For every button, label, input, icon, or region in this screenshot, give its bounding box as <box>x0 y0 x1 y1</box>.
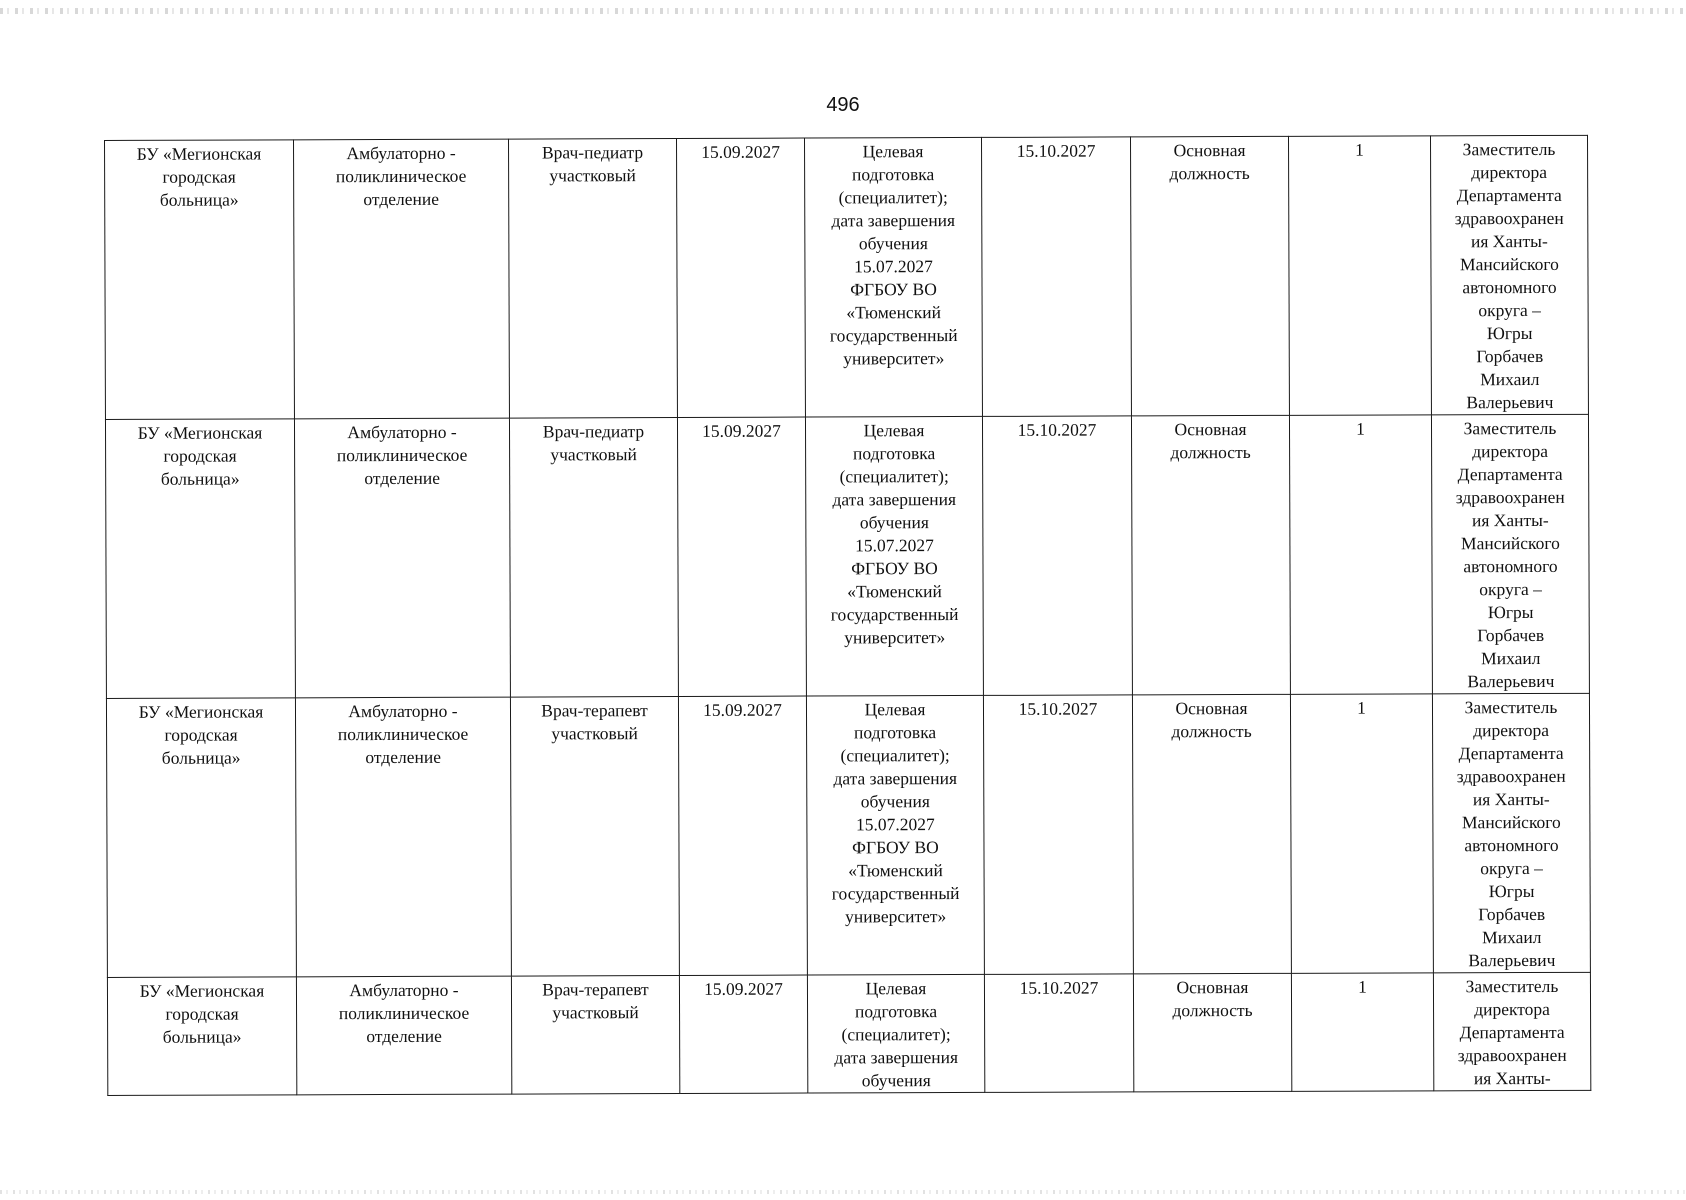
start-date-cell: 15.09.2027 <box>678 696 807 975</box>
end-date-cell: 15.10.2027 <box>984 974 1133 1093</box>
count-cell: 1 <box>1289 415 1432 694</box>
responsible-cell: Заместитель директора Департамента здравоохранен ия Ханты- Мансийского автономного округа – Югры Горбачев Михаил Валерьевич <box>1432 693 1590 973</box>
start-date-cell: 15.09.2027 <box>676 138 805 417</box>
org-cell: БУ «Мегионская городская больница» <box>105 140 295 420</box>
org-cell: БУ «Мегионская городская больница» <box>107 977 296 1096</box>
count-cell: 1 <box>1291 973 1433 1091</box>
vacancy-table <box>104 135 1591 1096</box>
position-cell: Врач-терапевт участковый <box>511 975 679 1094</box>
unit-cell: Амбулаторно - поликлиническое отделение <box>295 697 511 977</box>
end-date-cell: 15.10.2027 <box>981 137 1131 417</box>
training-cell: Целевая подготовка (специалитет); дата завершения обучения <box>807 974 984 1093</box>
training-cell: Целевая подготовка (специалитет); дата завершения обучения 15.07.2027 ФГБОУ ВО «Тюменский государственный университет» <box>806 695 984 975</box>
position-type-cell: Основная должность <box>1130 136 1289 416</box>
org-cell: БУ «Мегионская городская больница» <box>106 698 296 978</box>
count-cell: 1 <box>1288 136 1431 415</box>
position-cell: Врач-педиатр участковый <box>509 417 678 697</box>
unit-cell: Амбулаторно - поликлиническое отделение <box>294 418 510 698</box>
position-cell: Врач-педиатр участковый <box>508 139 677 419</box>
position-type-cell: Основная должность <box>1132 694 1291 974</box>
position-cell: Врач-терапевт участковый <box>510 696 679 976</box>
table-row <box>107 972 1590 1095</box>
unit-cell: Амбулаторно - поликлиническое отделение <box>296 976 511 1095</box>
end-date-cell: 15.10.2027 <box>983 695 1133 975</box>
training-cell: Целевая подготовка (специалитет); дата завершения обучения 15.07.2027 ФГБОУ ВО «Тюменский государственный университет» <box>805 416 983 696</box>
training-cell: Целевая подготовка (специалитет); дата завершения обучения 15.07.2027 ФГБОУ ВО «Тюменский государственный университет» <box>804 137 982 417</box>
start-date-cell: 15.09.2027 <box>677 417 806 696</box>
scan-edge-top <box>0 8 1686 14</box>
scan-edge-bottom <box>0 1190 1686 1194</box>
start-date-cell: 15.09.2027 <box>679 975 807 1093</box>
position-type-cell: Основная должность <box>1131 415 1290 695</box>
table-row <box>105 414 1589 698</box>
page-number: 496 <box>826 94 860 116</box>
responsible-cell: Заместитель директора Департамента здравоохранен ия Ханты- Мансийского автономного округа – Югры Горбачев Михаил Валерьевич <box>1431 414 1589 694</box>
table-row <box>106 693 1590 977</box>
unit-cell: Амбулаторно - поликлиническое отделение <box>294 139 510 419</box>
org-cell: БУ «Мегионская городская больница» <box>105 419 295 699</box>
responsible-cell: Заместитель директора Департамента здравоохранен ия Ханты- Мансийского автономного округа – Югры Горбачев Михаил Валерьевич <box>1430 135 1588 415</box>
end-date-cell: 15.10.2027 <box>982 416 1132 696</box>
count-cell: 1 <box>1290 694 1433 973</box>
table-row <box>105 135 1589 419</box>
responsible-cell: Заместитель директора Департамента здравоохранен ия Ханты- <box>1433 972 1590 1091</box>
position-type-cell: Основная должность <box>1133 973 1291 1092</box>
